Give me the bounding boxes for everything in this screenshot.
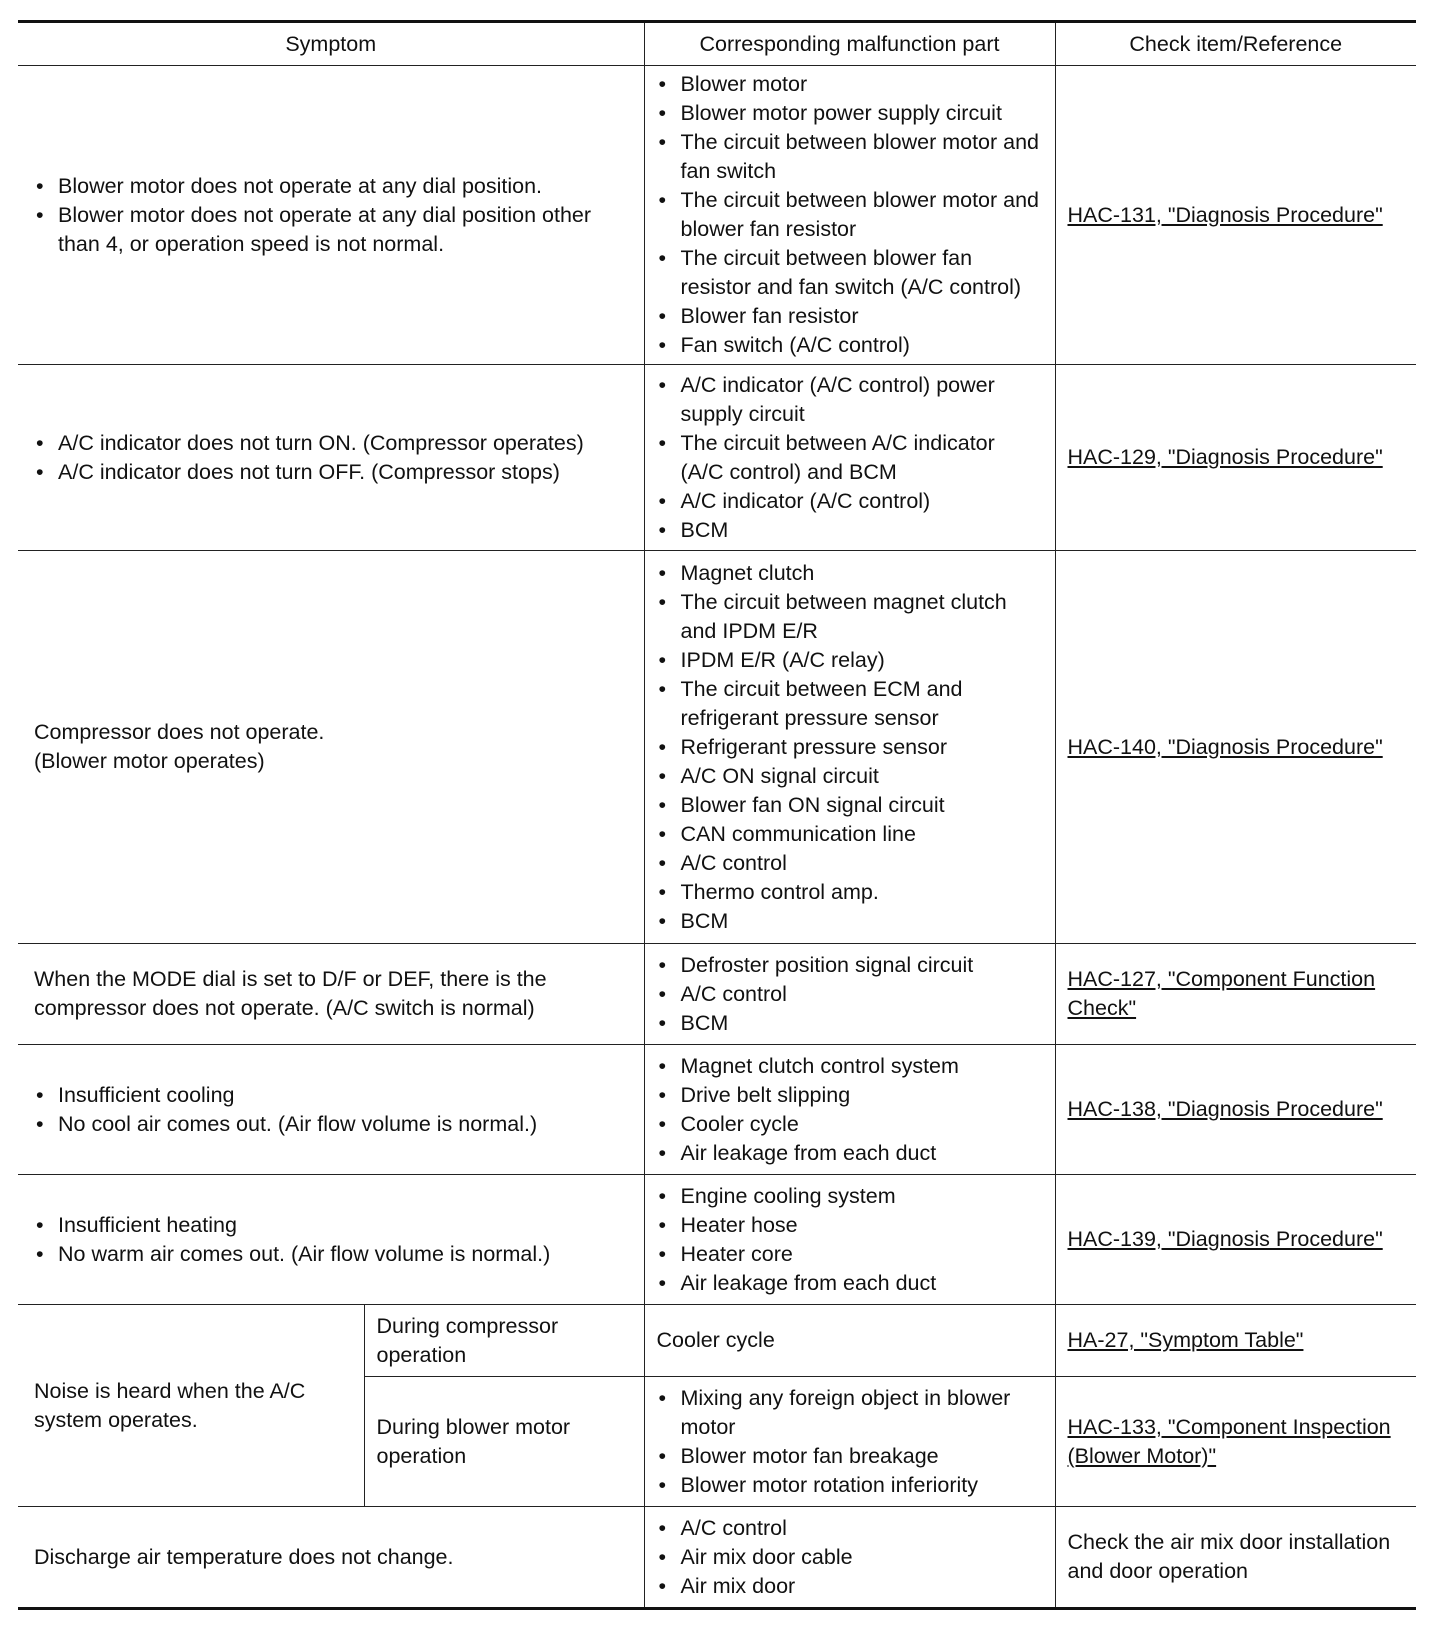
- part-cell: Cooler cycle: [644, 1305, 1055, 1377]
- part-cell: [644, 1045, 1055, 1175]
- check-cell: [1055, 944, 1416, 1045]
- list-item: • BCM: [657, 907, 1043, 936]
- list-item: • Blower motor fan breakage: [657, 1442, 1043, 1471]
- list-item: • Blower motor does not operate at any dial position other than 4, or operation speed is not normal.: [34, 201, 632, 259]
- list-item: • The circuit between magnet clutch and IPDM E/R: [657, 588, 1043, 646]
- list-item: • The circuit between blower motor and blower fan resistor: [657, 186, 1043, 244]
- list-item: • Mixing any foreign object in blower motor: [657, 1384, 1043, 1442]
- part-cell: [644, 944, 1055, 1045]
- table-row: [18, 1175, 1416, 1305]
- list-item: • Engine cooling system: [657, 1182, 1043, 1211]
- header-part: Corresponding malfunction part: [644, 22, 1055, 66]
- list-item: • A/C indicator (A/C control) power supply circuit: [657, 371, 1043, 429]
- check-cell: [1055, 1377, 1416, 1507]
- symptom-text: Compressor does not operate.: [34, 720, 325, 744]
- check-cell: [1055, 66, 1416, 365]
- list-item: • Defroster position signal circuit: [657, 951, 1043, 980]
- table-row: [18, 551, 1416, 944]
- table-row: [18, 1507, 1416, 1609]
- list-item: • A/C indicator does not turn OFF. (Compressor stops): [34, 458, 632, 487]
- table-row: [18, 66, 1416, 365]
- list-item: • Air leakage from each duct: [657, 1139, 1043, 1168]
- list-item: • Drive belt slipping: [657, 1081, 1043, 1110]
- list-item: • A/C control: [657, 849, 1043, 878]
- reference-link[interactable]: HAC-140, "Diagnosis Procedure": [1067, 734, 1383, 759]
- list-item: • Cooler cycle: [657, 1110, 1043, 1139]
- list-item: • CAN communication line: [657, 820, 1043, 849]
- list-item: • A/C control: [657, 980, 1043, 1009]
- list-item: • Blower fan ON signal circuit: [657, 791, 1043, 820]
- list-item: • Blower motor rotation inferiority: [657, 1471, 1043, 1500]
- list-item: • The circuit between blower motor and fan switch: [657, 128, 1043, 186]
- check-cell: [1055, 1175, 1416, 1305]
- check-cell: Check the air mix door installation and door operation: [1055, 1507, 1416, 1609]
- reference-link[interactable]: HAC-129, "Diagnosis Procedure": [1067, 445, 1383, 469]
- part-cell: [644, 1507, 1055, 1609]
- reference-link[interactable]: HAC-139, "Diagnosis Procedure": [1067, 1227, 1383, 1251]
- symptom-cell: Noise is heard when the A/C system operates.: [18, 1305, 364, 1507]
- list-item: • Fan switch (A/C control): [657, 331, 1043, 360]
- list-item: • No warm air comes out. (Air flow volume is normal.): [34, 1240, 632, 1269]
- symptom-cell: [18, 551, 644, 944]
- list-item: • A/C ON signal circuit: [657, 762, 1043, 791]
- list-item: • Refrigerant pressure sensor: [657, 733, 1043, 762]
- list-item: • Heater core: [657, 1240, 1043, 1269]
- list-item: • Magnet clutch control system: [657, 1052, 1043, 1081]
- part-cell: [644, 66, 1055, 365]
- list-item: • Blower motor: [657, 70, 1043, 99]
- list-item: • The circuit between ECM and refrigerant pressure sensor: [657, 675, 1043, 733]
- reference-link[interactable]: HAC-127, "Component Function Check": [1067, 967, 1376, 1020]
- list-item: • Heater hose: [657, 1211, 1043, 1240]
- header-check: Check item/Reference: [1055, 22, 1416, 66]
- list-item: • No cool air comes out. (Air flow volume is normal.): [34, 1110, 632, 1139]
- list-item: • Air mix door cable: [657, 1543, 1043, 1572]
- header-symptom: Symptom: [18, 22, 644, 66]
- reference-link[interactable]: HAC-133, "Component Inspection (Blower Motor)": [1067, 1414, 1391, 1468]
- list-item: • BCM: [657, 1009, 1043, 1038]
- check-cell: [1055, 1045, 1416, 1175]
- symptom-cell: Discharge air temperature does not change.: [18, 1507, 644, 1609]
- list-item: • Magnet clutch: [657, 559, 1043, 588]
- check-cell: [1055, 551, 1416, 944]
- condition-cell: During blower motor operation: [364, 1377, 644, 1507]
- table-row: [18, 1045, 1416, 1175]
- condition-cell: During compressor operation: [364, 1305, 644, 1377]
- symptom-cell: [18, 944, 644, 1045]
- list-item: • IPDM E/R (A/C relay): [657, 646, 1043, 675]
- list-item: • Thermo control amp.: [657, 878, 1043, 907]
- symptom-cell: [18, 1175, 644, 1305]
- list-item: • Blower motor power supply circuit: [657, 99, 1043, 128]
- table-row: [18, 1305, 1416, 1377]
- part-cell: [644, 1377, 1055, 1507]
- reference-link[interactable]: HAC-131, "Diagnosis Procedure": [1067, 202, 1383, 227]
- list-item: • Air leakage from each duct: [657, 1269, 1043, 1298]
- part-cell: [644, 1175, 1055, 1305]
- reference-link[interactable]: HA-27, "Symptom Table": [1067, 1328, 1304, 1352]
- list-item: • Blower motor does not operate at any dial position.: [34, 172, 632, 201]
- header-row: [18, 22, 1416, 66]
- list-item: • Insufficient cooling: [34, 1081, 632, 1110]
- symptom-text: When the MODE dial is set to D/F or DEF, there is the compressor does not operate. (A/C switch is normal): [34, 967, 547, 1020]
- list-item: • Blower fan resistor: [657, 302, 1043, 331]
- list-item: • The circuit between blower fan resistor and fan switch (A/C control): [657, 244, 1043, 302]
- check-cell: [1055, 365, 1416, 551]
- symptom-table: [18, 20, 1416, 1610]
- reference-link[interactable]: HAC-138, "Diagnosis Procedure": [1067, 1097, 1383, 1121]
- list-item: • A/C control: [657, 1514, 1043, 1543]
- symptom-cell: [18, 365, 644, 551]
- list-item: • The circuit between A/C indicator (A/C control) and BCM: [657, 429, 1043, 487]
- list-item: • Insufficient heating: [34, 1211, 632, 1240]
- list-item: • Air mix door: [657, 1572, 1043, 1601]
- part-cell: [644, 551, 1055, 944]
- part-cell: [644, 365, 1055, 551]
- check-cell: [1055, 1305, 1416, 1377]
- list-item: • A/C indicator does not turn ON. (Compressor operates): [34, 429, 632, 458]
- symptom-cell: [18, 1045, 644, 1175]
- symptom-text: (Blower motor operates): [34, 749, 265, 773]
- table-row: [18, 944, 1416, 1045]
- symptom-cell: [18, 66, 644, 365]
- list-item: • BCM: [657, 516, 1043, 545]
- table-row: [18, 365, 1416, 551]
- list-item: • A/C indicator (A/C control): [657, 487, 1043, 516]
